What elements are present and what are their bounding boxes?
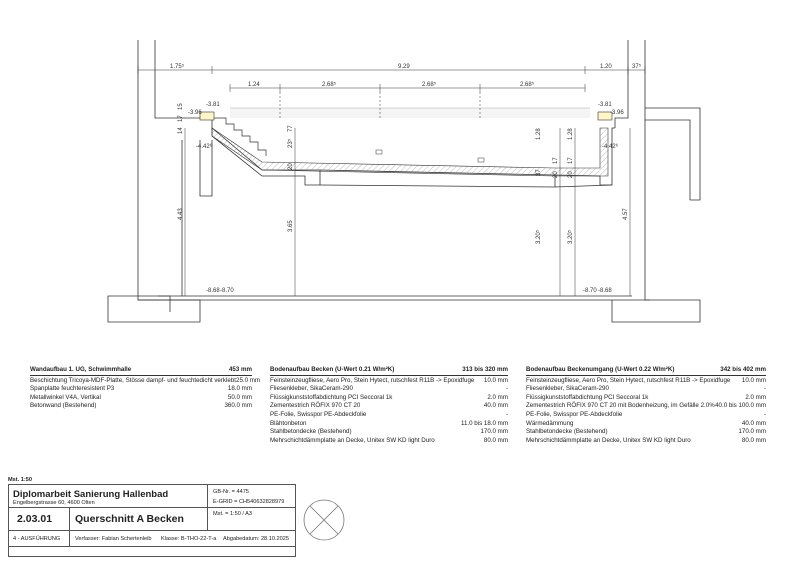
- dimension-lines: [138, 66, 645, 296]
- table-row: Flüssigkunststoffabdichtung PCI Seccoral 1k 2.0 mm: [270, 393, 508, 401]
- table-row: Stahlbetondecke (Bestehend) 170.0 mm: [270, 428, 508, 436]
- scale-label: Mst. 1:50: [8, 477, 32, 483]
- table-row: Beschichtung Tricoya-MDF-Platte, Stösse dampf- und feuchtedicht verklebt 25.0 mm: [30, 376, 261, 384]
- project-title: Diplomarbeit Sanierung Hallenbad: [13, 489, 169, 500]
- table-row: Mehrschichtdämmplatte an Decke, Unitex SW KD light Duro 80.0 mm: [270, 436, 508, 444]
- table-pool-floor: [270, 366, 508, 445]
- gutter-left: [200, 112, 214, 120]
- level-bottom-right-1: -8.70: [583, 288, 597, 294]
- vert-right-3: 17: [553, 157, 559, 164]
- vert-right-5: 37: [536, 169, 542, 176]
- table-row: Wärmedämmung 40.0 mm: [526, 419, 766, 427]
- pool-water: [230, 108, 590, 118]
- dimension-text: [170, 63, 642, 294]
- vert-left-3: 17: [178, 115, 184, 122]
- level-left-1: -3.81: [206, 102, 220, 108]
- dim-top-4: 37⁵: [632, 64, 642, 70]
- plan-title: Querschnitt A Becken: [75, 513, 184, 525]
- floor-buildup-hatch: [212, 128, 608, 176]
- level-right-2: -3.96: [610, 110, 624, 116]
- vert-right-6: 3.20⁵: [536, 229, 542, 244]
- table-row: Flüssigkunststoffabdichtung PCI Seccoral 1k 2.0 mm: [526, 393, 766, 401]
- vert-center-3: 77: [288, 125, 294, 132]
- table-row: Stahlbetondecke (Bestehend) 170.0 mm: [526, 428, 766, 436]
- table-title: Wandaufbau 1. UG, Schwimmhalle: [30, 366, 132, 373]
- egrid: E-GRID = CH540632828979: [213, 499, 285, 505]
- level-right-1: -3.81: [598, 102, 612, 108]
- author: Verfasser: Fabian Schertenleib: [75, 536, 152, 542]
- level-bottom-left-1: -8.68: [206, 288, 220, 294]
- table-row: PE-Folie, Swisspor PE-Abdeckfolie -: [270, 410, 508, 418]
- vert-right-4: 20: [553, 171, 559, 178]
- vert-center-2: 20: [288, 163, 294, 170]
- table-row: Metallwinkel V4A, Vertikal 50.0 mm: [30, 393, 252, 401]
- table-row: Betonwand (Bestehend) 360.0 mm: [30, 402, 252, 410]
- level-right-3: -4.42⁶: [602, 144, 619, 150]
- parcel-number: GB-Nr. = 4475: [213, 489, 249, 495]
- table-total: 342 bis 402 mm: [720, 366, 766, 373]
- table-row: Blähtonbeton 11.0 bis 18.0 mm: [270, 419, 508, 427]
- table-row: Zementestrich RÖFIX 970 CT 20 40.0 mm: [270, 402, 508, 410]
- vert-right-9: 17: [568, 157, 574, 164]
- dim-top-3: 1.20: [600, 64, 612, 70]
- phase: 4 - AUSFÜHRUNG: [13, 536, 61, 542]
- vert-right-8: 4.57: [623, 208, 629, 220]
- vert-right-10: 20: [568, 171, 574, 178]
- level-bottom-right-2: -8.68: [598, 288, 612, 294]
- table-wall-buildup: [30, 366, 261, 411]
- dim-second-3: 2.68⁵: [422, 82, 437, 88]
- logo-placeholder-icon: [302, 498, 346, 542]
- vert-center-4: 23⁵: [288, 138, 294, 148]
- due-date: Abgabedatum: 28.10.2025: [223, 536, 289, 542]
- table-row: PE-Folie, Swisspor PE-Abdeckfolie -: [526, 410, 766, 418]
- table-row: Fliesenkleber, SikaCeram-290 -: [270, 385, 508, 393]
- dim-second-4: 2.68⁵: [520, 82, 535, 88]
- plan-number: 2.03.01: [17, 513, 53, 525]
- class: Klasse: B-THO-22-T-a: [161, 536, 217, 542]
- vert-left-4: 4.43: [178, 208, 184, 220]
- vert-right-1: 1.28: [536, 128, 542, 140]
- title-block: [8, 484, 296, 557]
- table-total: 313 bis 320 mm: [462, 366, 508, 373]
- dim-second-1: 1.24: [248, 82, 260, 88]
- level-left-2: -3.96: [188, 110, 202, 116]
- dim-top-2: 9.29: [398, 64, 410, 70]
- vert-center-1: 3.65: [288, 220, 294, 232]
- table-row: Zementestrich RÖFIX 970 CT 20 mit Bodenheizung, im Gefälle 2.0% 40.0 bis 100.0 mm: [526, 402, 766, 410]
- table-row: Spanplatte feuchteresistent P3 18.0 mm: [30, 385, 252, 393]
- concrete-structure: [108, 40, 700, 322]
- table-title: Bodenaufbau Becken (U-Wert 0.21 W/m²K): [270, 366, 395, 373]
- dim-top-1: 1.75⁵: [170, 64, 185, 70]
- table-row: Mehrschichtdämmplatte an Decke, Unitex SW KD light Duro 80.0 mm: [526, 436, 766, 444]
- vert-left-1: 15: [178, 103, 184, 110]
- table-total: 453 mm: [228, 366, 252, 373]
- table-row: Feinsteinzeugfliese, Aero Pro, Stein Hytect, rutschfest R11B -> Epoxidfuge 10.0 mm: [270, 376, 508, 384]
- table-pool-surround: [526, 366, 766, 445]
- vert-left-2: 14: [178, 127, 184, 134]
- table-row: Fliesenkleber, SikaCeram-290 -: [526, 385, 766, 393]
- level-bottom-left-2: -8.70: [220, 288, 234, 294]
- dim-second-2: 2.68⁵: [322, 82, 337, 88]
- vert-right-2: 1.28: [568, 128, 574, 140]
- vert-right-7: 3.20⁵: [568, 229, 574, 244]
- project-address: Engelbergstrasse 60, 4600 Olten: [13, 500, 95, 506]
- table-title: Bodenaufbau Beckenumgang (U-Wert 0.22 W/m²K): [526, 366, 675, 373]
- level-left-3: -4.42⁶: [196, 144, 213, 150]
- table-row: Feinsteinzeugfliese, Aero Pro, Stein Hytect, rutschfest R11B -> Epoxidfuge 10.0 mm: [526, 376, 766, 384]
- scale-format: Mst. = 1:50 / A3: [213, 511, 253, 517]
